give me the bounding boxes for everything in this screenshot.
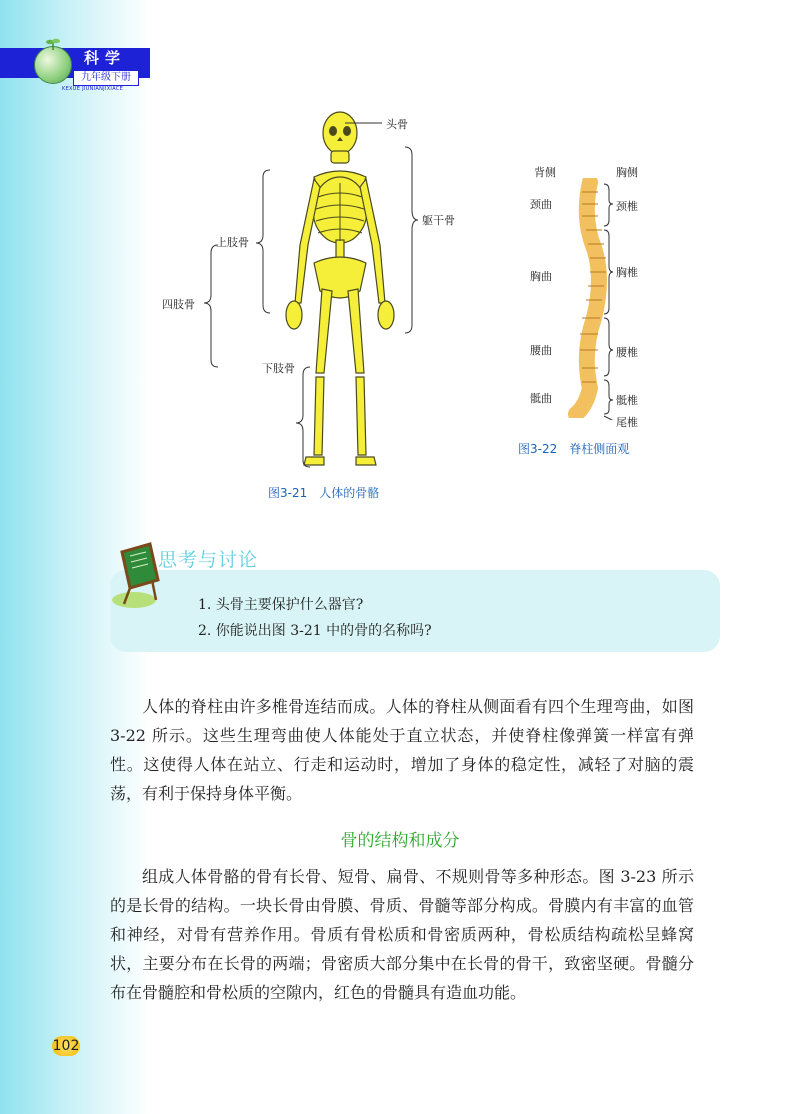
label-lumbar-vertebrae: 腰椎 <box>616 346 638 359</box>
paragraph-spine: 人体的脊柱由许多椎骨连结而成。人体的脊柱从侧面看有四个生理弯曲，如图 3-22 所示。这些生理弯曲使人体能处于直立状态，并使脊柱像弹簧一样富有弹性。这使得人体在站立、行走和运动时，增加了身体的稳定性，减轻了对脑的震荡，有利于保持身体平衡。 <box>110 697 694 803</box>
sprout-icon <box>46 38 60 50</box>
label-chest-side: 胸侧 <box>616 166 638 179</box>
figure-3-21-caption: 图3-21 人体的骨骼 <box>268 486 380 500</box>
label-coccyx: 尾椎 <box>616 416 638 429</box>
figure-3-22-caption: 图3-22 脊柱侧面观 <box>518 442 630 456</box>
paragraph-bone-structure: 组成人体骨骼的骨有长骨、短骨、扁骨、不规则骨等多种形态。图 3-23 所示的是长骨的结构。一块长骨由骨膜、骨质、骨髓等部分构成。骨膜内有丰富的血管和神经，对骨有营养作用。骨质有骨松质和骨密质两种，骨松质结构疏松呈蜂窝状，主要分布在长骨的两端；骨密质大部分集中在长骨的骨干，致密坚硬。骨髓分布在骨髓腔和骨松质的空隙内，红色的骨髓具有造血功能。 <box>110 867 694 1002</box>
book-grade: 九年级下册 <box>73 70 139 86</box>
section-heading: 骨的结构和成分 <box>340 831 460 851</box>
skeleton-bracket-lines <box>200 115 430 475</box>
label-four-limbs: 四肢骨 <box>162 298 195 311</box>
label-cervical-curve: 颈曲 <box>530 198 552 211</box>
label-upper-limb: 上肢骨 <box>216 236 249 249</box>
label-lower-limb: 下肢骨 <box>262 362 295 375</box>
label-sacral-curve: 骶曲 <box>530 392 552 405</box>
book-pinyin: KEXUE JIUNIANJIXIACE <box>62 86 124 92</box>
think-discuss-title: 思考与讨论 <box>158 549 259 571</box>
label-thoracic-vertebrae: 胸椎 <box>616 266 638 279</box>
page-number: 102 <box>52 1038 80 1054</box>
globe-logo-icon <box>34 46 72 84</box>
question-1: 1. 头骨主要保护什么器官? <box>198 597 364 613</box>
question-2: 2. 你能说出图 3-21 中的骨的名称吗? <box>198 623 432 639</box>
label-cervical-vertebrae: 颈椎 <box>616 200 638 213</box>
spine-bracket-lines <box>600 180 630 420</box>
book-title: 科学 <box>84 49 127 67</box>
label-trunk: 躯干骨 <box>422 214 455 227</box>
label-thoracic-curve: 胸曲 <box>530 270 552 283</box>
label-skull: 头骨 <box>386 118 408 131</box>
label-back-side: 背侧 <box>534 166 556 179</box>
label-sacral-vertebrae: 骶椎 <box>616 394 638 407</box>
label-lumbar-curve: 腰曲 <box>530 344 552 357</box>
